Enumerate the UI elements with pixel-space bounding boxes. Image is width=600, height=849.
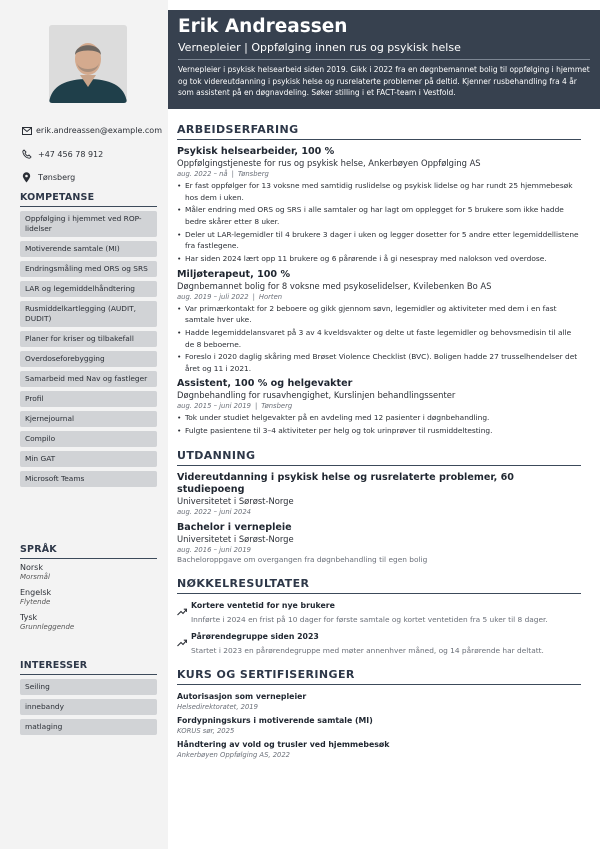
- skill-chip: Kjernejournal: [20, 411, 157, 427]
- language-item: [20, 613, 157, 632]
- job-place: Tønsberg: [237, 170, 269, 178]
- experience-section: [177, 123, 581, 437]
- job-title: Psykisk helsearbeider, 100 %: [177, 146, 335, 157]
- job-entry: [177, 269, 581, 375]
- job-meta: [177, 169, 581, 179]
- experience-heading: ARBEIDSERFARING: [177, 123, 581, 140]
- courses-section: [177, 668, 581, 760]
- skill-chip: Motiverende samtale (MI): [20, 241, 157, 257]
- education-date: aug. 2022 – juni 2024: [177, 507, 251, 516]
- result-description: Innførte i 2024 en frist på 10 dager for første samtale og kortet ventetiden fra 5 uker til 8 dager.: [191, 614, 548, 624]
- course-item: [177, 739, 581, 760]
- language-level: Flytende: [20, 598, 51, 606]
- language-name: Tysk: [20, 613, 38, 622]
- skill-chip: Overdoseforebygging: [20, 351, 157, 367]
- education-title: Bachelor i vernepleie: [177, 521, 292, 533]
- job-bullet: • Måler endring med ORS og SRS i alle samtaler og har lagt om opplegget for 5 brukere som ikke hadde bedre skårer etter 8 uker.: [177, 204, 581, 227]
- meta-separator: |: [252, 292, 255, 301]
- header-banner: [168, 10, 600, 109]
- meta-separator: |: [254, 402, 258, 411]
- job-bullet: • Har siden 2024 lært opp 11 brukere og 6 pårørende i å gi nesespray med nalokson ved overdose.: [177, 253, 581, 265]
- education-date: aug. 2016 – juni 2019: [177, 545, 251, 554]
- job-entry: [177, 146, 581, 265]
- course-title: Autorisasjon som vernepleier: [177, 691, 307, 701]
- envelope-icon: [22, 125, 35, 137]
- course-issuer: Helsedirektoratet, 2019: [177, 702, 258, 711]
- job-bullets: [177, 180, 581, 265]
- job-meta: [177, 401, 581, 411]
- job-title: Assistent, 100 % og helgevakter: [177, 378, 353, 390]
- course-issuer: KORUS sør, 2025: [177, 726, 235, 735]
- courses-heading: KURS OG SERTIFISERINGER: [177, 668, 581, 685]
- languages-heading: SPRÅK: [20, 544, 157, 559]
- job-date: aug. 2015 – juni 2019: [177, 402, 251, 411]
- skill-chip: Compilo: [20, 431, 157, 447]
- contact-email[interactable]: [22, 119, 162, 143]
- location-pin-icon: [22, 172, 37, 184]
- skills-heading: KOMPETANSE: [20, 192, 157, 207]
- interest-chip: innebandy: [20, 699, 157, 715]
- trend-up-icon: [177, 600, 191, 625]
- education-heading: UTDANNING: [177, 449, 581, 466]
- interests-section: [20, 660, 157, 739]
- course-title: Håndtering av vold og trusler ved hjemmebesøk: [177, 739, 390, 749]
- course-item: [177, 691, 581, 712]
- skill-chip: Endringsmåling med ORS og SRS: [20, 261, 157, 277]
- job-org: Døgnbemannet bolig for 8 voksne med psykoselidelser, Kvilebenken Bo AS: [177, 280, 492, 291]
- languages-section: [20, 544, 157, 638]
- skill-chip: Samarbeid med Nav og fastleger: [20, 371, 157, 387]
- job-bullet: • Deler ut LAR-legemidler til 4 brukere 3 dager i uken og legger dosetter for 5 andre etter legemiddellistene fra fastlegene.: [177, 229, 581, 252]
- job-bullet: • Tok under studiet helgevakter på en avdeling med 12 pasienter i døgnbehandling.: [177, 412, 581, 424]
- education-title: Videreutdanning i psykisk helse og rusrelaterte problemer, 60 studiepoeng: [177, 471, 514, 495]
- job-meta: [177, 292, 581, 302]
- phone-icon: [22, 148, 37, 160]
- job-bullet: • Er fast oppfølger for 13 voksne med samtidig ruslidelse og psykisk lidelse og har rundt 25 hjemmebesøk hos dem i uken.: [177, 180, 581, 203]
- job-org: Døgnbehandling for rusavhengighet, Kurslinjen behandlingssenter: [177, 390, 456, 401]
- education-org: Universitetet i Sørøst-Norge: [177, 495, 294, 506]
- phone-text: +47 456 78 912: [38, 149, 104, 159]
- course-issuer: Ankerbøyen Oppfølging AS, 2022: [177, 750, 291, 759]
- meta-separator: |: [231, 170, 234, 178]
- job-bullets: [177, 303, 581, 375]
- result-title: Kortere ventetid for nye brukere: [191, 600, 335, 610]
- course-title: Fordypningskurs i motiverende samtale (MI): [177, 715, 373, 725]
- skill-chip: Oppfølging i hjemmet ved ROP-lidelser: [20, 211, 157, 237]
- results-section: [177, 577, 581, 656]
- email-text: erik.andreassen@example.com: [36, 126, 162, 136]
- education-section: [177, 449, 581, 565]
- result-item: [177, 631, 581, 656]
- trend-up-icon: [177, 631, 191, 656]
- language-name: Engelsk: [20, 588, 52, 597]
- skills-section: [20, 192, 157, 491]
- skill-chip: Microsoft Teams: [20, 471, 157, 487]
- job-title: Miljøterapeut, 100 %: [177, 268, 291, 280]
- result-title: Pårørendegruppe siden 2023: [191, 631, 319, 641]
- language-item: [20, 588, 157, 607]
- interest-chip: matlaging: [20, 719, 157, 735]
- language-item: [20, 563, 157, 582]
- job-bullet: • Fulgte pasientene til 3–4 aktiviteter per helg og tok urinprøver til rusmiddeltesting.: [177, 425, 581, 437]
- person-title: Vernepleier | Oppfølging innen rus og psykisk helse: [178, 40, 590, 60]
- job-org: Oppfølgingstjeneste for rus og psykisk helse, Ankerbøyen Oppfølging AS: [177, 158, 481, 168]
- job-entry: [177, 378, 581, 436]
- job-bullet: • Foreslo i 2020 daglig skåring med Brøset Violence Checklist (BVC). Boligen hadde 27 trusselhendelser det året og 11 i 2021.: [177, 351, 581, 374]
- language-level: Grunnleggende: [20, 623, 75, 631]
- interests-heading: INTERESSER: [20, 660, 157, 675]
- education-org: Universitetet i Sørøst-Norge: [177, 533, 294, 544]
- skill-chip: Min GAT: [20, 451, 157, 467]
- contact-info: [22, 119, 162, 190]
- education-entry: [177, 522, 581, 565]
- skill-chip: LAR og legemiddelhåndtering: [20, 281, 157, 297]
- skill-chip: Planer for kriser og tilbakefall: [20, 331, 157, 347]
- results-heading: NØKKELRESULTATER: [177, 577, 581, 594]
- job-place: Tønsberg: [261, 402, 293, 411]
- job-bullet: • Hadde legemiddelansvaret på 3 av 4 kveldsvakter og delte ut faste legemidler og behovsmedisin til alle de 8 beboerne.: [177, 327, 581, 350]
- sidebar: [0, 0, 168, 849]
- education-entry: [177, 472, 581, 517]
- location-text: Tønsberg: [38, 173, 76, 183]
- language-name: Norsk: [20, 563, 43, 572]
- profile-photo: [49, 25, 127, 103]
- result-description: Startet i 2023 en pårørendegruppe med møter annenhver måned, og 14 pårørende har deltatt.: [191, 645, 544, 655]
- language-level: Morsmål: [20, 573, 50, 581]
- result-item: [177, 600, 581, 625]
- contact-phone[interactable]: [22, 143, 162, 167]
- skill-chip: Profil: [20, 391, 157, 407]
- job-place: Horten: [258, 292, 283, 301]
- job-bullet: • Var primærkontakt for 2 beboere og gikk gjennom søvn, legemidler og aktiviteter med dem i en fast samtale hver uke.: [177, 303, 581, 326]
- course-item: [177, 715, 581, 736]
- job-bullets: [177, 412, 581, 436]
- job-date: aug. 2022 – nå: [177, 170, 228, 178]
- education-description: Bacheloroppgave om overgangen fra døgnbehandling til egen bolig: [177, 554, 428, 564]
- skill-chip: Rusmiddelkartlegging (AUDIT, DUDIT): [20, 301, 157, 327]
- person-summary: Vernepleier i psykisk helsearbeid siden 2019. Gikk i 2022 fra en døgnbemannet bolig til oppfølging i hjemmet og tok videreutdanning i psykisk helse og rusrelaterte problemer på deltid. Kjenner rusbehandling fra 4 år som assistent på en døgnavdeling. Søker stilling i et FACT-team i Vestfold.: [178, 65, 590, 97]
- person-name: Erik Andreassen: [178, 16, 348, 37]
- interest-chip: Seiling: [20, 679, 157, 695]
- job-date: aug. 2019 – juli 2022: [177, 292, 249, 301]
- main-content: [177, 115, 581, 763]
- contact-location: [22, 166, 162, 190]
